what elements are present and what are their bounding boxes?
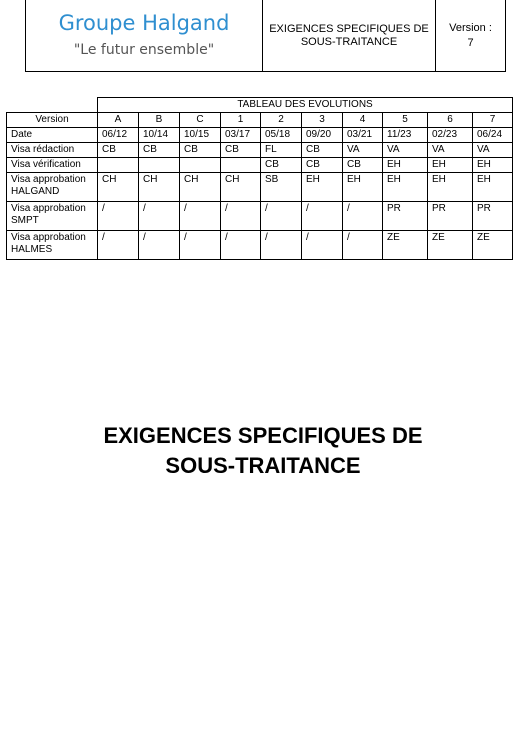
table-row [7,173,513,202]
table-cell: PR [473,202,513,231]
row-label: Visa rédaction [7,143,98,158]
empty-corner-cell [7,98,98,113]
document-header [25,0,506,72]
table-row [7,128,513,143]
table-cell: CH [139,173,180,202]
table-cell: EH [383,158,428,173]
table-cell: PR [383,202,428,231]
version-cell: C [180,113,221,128]
table-cell [98,158,139,173]
table-cell: EH [473,158,513,173]
row-label-version: Version [7,113,98,128]
main-title-line-1: EXIGENCES SPECIFIQUES DE [103,423,423,448]
table-row [7,158,513,173]
evolutions-table [6,97,513,260]
version-cell: 5 [383,113,428,128]
version-cell: 3 [302,113,343,128]
table-cell: CB [261,158,302,173]
table-row [7,231,513,260]
table-cell: / [180,231,221,260]
table-cell: FL [261,143,302,158]
table-cell: / [343,202,383,231]
header-document-title: EXIGENCES SPECIFIQUES DE SOUS-TRAITANCE [263,0,436,71]
company-logo [26,0,263,71]
table-cell: CB [139,143,180,158]
table-cell: / [302,231,343,260]
table-cell: ZE [473,231,513,260]
table-cell: 10/15 [180,128,221,143]
table-cell: / [139,231,180,260]
table-cell: 03/17 [221,128,261,143]
table-cell: VA [383,143,428,158]
version-cell: A [98,113,139,128]
table-cell: EH [428,173,473,202]
logo-company-name: Groupe Halgand [58,10,230,35]
main-title-line-2: SOUS-TRAITANCE [165,453,361,478]
table-cell: / [343,231,383,260]
version-cell: 6 [428,113,473,128]
table-cell: 05/18 [261,128,302,143]
table-cell: CB [98,143,139,158]
table-cell: / [261,202,302,231]
table-cell: / [98,231,139,260]
table-title-row [7,98,513,113]
table-cell: EH [383,173,428,202]
version-cell: B [139,113,180,128]
table-row [7,202,513,231]
table-cell: EH [343,173,383,202]
table-cell: VA [428,143,473,158]
table-cell: / [98,202,139,231]
version-value: 7 [467,36,474,49]
table-cell: PR [428,202,473,231]
table-cell: ZE [428,231,473,260]
table-cell [221,158,261,173]
version-label: Version : [449,21,492,34]
table-cell [139,158,180,173]
table-cell: EH [428,158,473,173]
table-cell: 03/21 [343,128,383,143]
table-cell [180,158,221,173]
table-cell: CB [302,158,343,173]
table-cell: / [180,202,221,231]
table-cell: / [221,202,261,231]
table-row-version [7,113,513,128]
table-cell: CH [221,173,261,202]
table-cell: EH [302,173,343,202]
row-label: Visa vérification [7,158,98,173]
table-cell: 06/12 [98,128,139,143]
table-cell: ZE [383,231,428,260]
table-cell: / [221,231,261,260]
table-cell: CB [180,143,221,158]
table-cell: / [261,231,302,260]
table-cell: / [302,202,343,231]
table-cell: VA [473,143,513,158]
table-cell: SB [261,173,302,202]
table-title: TABLEAU DES EVOLUTIONS [98,98,513,113]
table-cell: 11/23 [383,128,428,143]
table-cell: 06/24 [473,128,513,143]
table-cell: CH [180,173,221,202]
version-cell: 7 [473,113,513,128]
table-cell: / [139,202,180,231]
table-cell: EH [473,173,513,202]
row-label: Visa approbation HALMES [7,231,98,260]
logo-tagline: "Le futur ensemble" [73,41,215,58]
row-label: Date [7,128,98,143]
version-cell: 2 [261,113,302,128]
table-cell: CB [302,143,343,158]
table-row [7,143,513,158]
table-cell: 02/23 [428,128,473,143]
row-label: Visa approbation SMPT [7,202,98,231]
table-cell: CB [343,158,383,173]
version-cell: 4 [343,113,383,128]
header-version-box [436,0,505,71]
table-cell: CH [98,173,139,202]
table-cell: 09/20 [302,128,343,143]
table-cell: VA [343,143,383,158]
main-title [0,421,526,481]
table-cell: 10/14 [139,128,180,143]
row-label: Visa approbation HALGAND [7,173,98,202]
version-cell: 1 [221,113,261,128]
table-cell: CB [221,143,261,158]
